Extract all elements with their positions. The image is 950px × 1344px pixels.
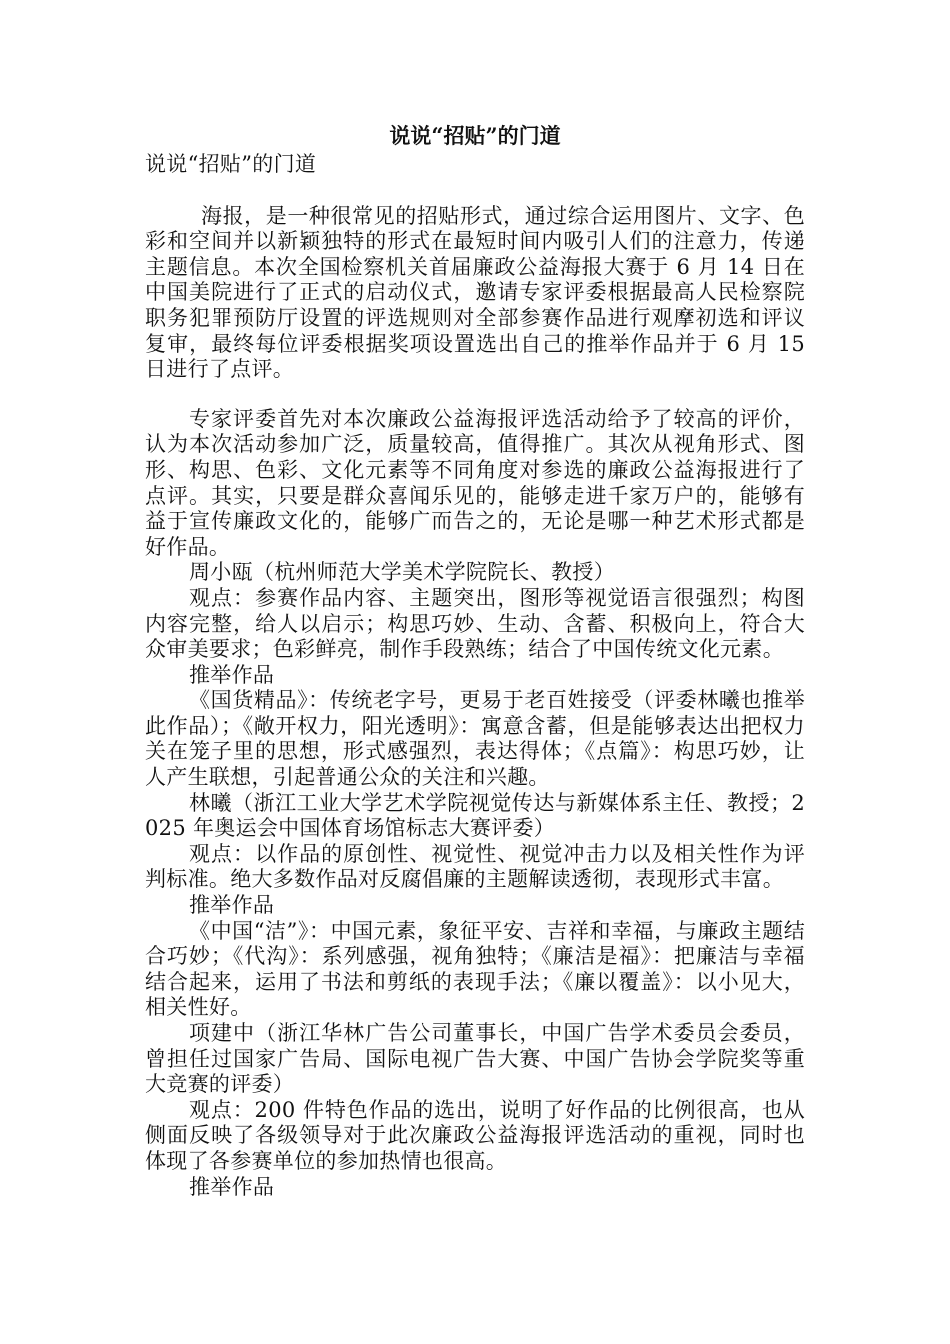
recommended-works-heading: 推举作品 xyxy=(189,662,275,687)
spacer xyxy=(145,178,805,204)
document-subtitle: 说说“招贴”的门道 xyxy=(145,152,317,176)
judge-viewpoint: 观点：200 件特色作品的选出，说明了好作品的比例很高，也从侧面反映了各级领导对于此次廉政公益海报评选活动的重视，同时也体现了各参赛单位的参加热情也很高。 xyxy=(145,1097,805,1173)
judge-viewpoint: 观点：以作品的原创性、视觉性、视觉冲击力以及相关性作为评判标准。绝大多数作品对反腐倡廉的主题解读透彻，表现形式丰富。 xyxy=(145,841,805,892)
judge-viewpoint: 观点：参赛作品内容、主题突出，图形等视觉语言很强烈；构图内容完整，给人以启示；构思巧妙、生动、含蓄、积极向上，符合大众审美要求；色彩鲜亮，制作手段熟练；结合了中国传统文化元素。 xyxy=(145,585,805,662)
recommended-works: 《国货精品》：传统老字号，更易于老百姓接受（评委林曦也推举此作品）；《敞开权力，阳光透明》：寓意含蓄，但是能够表达出把权力关在笼子里的思想，形式感强烈，表达得体；《点篇》：构思巧妙，让人产生联想，引起普通公众的关注和兴趣。 xyxy=(145,688,805,790)
recommended-works-heading: 推举作品 xyxy=(189,893,275,918)
paragraph-overview: 专家评委首先对本次廉政公益海报评选活动给予了较高的评价，认为本次活动参加广泛，质量较高，值得推广。其次从视角形式、图形、构思、色彩、文化元素等不同角度对参选的廉政公益海报进行了点评。其实，只要是群众喜闻乐见的，能够走进千家万户的，能够有益于宣传廉政文化的，能够广而告之的，无论是哪一种艺术形式都是好作品。 xyxy=(145,406,805,559)
recommended-works-heading: 推举作品 xyxy=(189,1174,275,1199)
judge-heading: 周小瓯（杭州师范大学美术学院院长、教授） xyxy=(189,560,615,585)
document-page xyxy=(145,120,805,1200)
judge-heading: 项建中（浙江华林广告公司董事长，中国广告学术委员会委员，曾担任过国家广告局、国际电视广告大赛、中国广告协会学院奖等重大竞赛的评委） xyxy=(145,1021,805,1097)
document-title: 说说“招贴”的门道 xyxy=(389,123,561,148)
recommended-works: 《中国“洁”》：中国元素，象征平安、吉祥和幸福，与廉政主题结合巧妙；《代沟》：系列感强，视角独特；《廉洁是福》：把廉洁与幸福结合起来，运用了书法和剪纸的表现手法；《廉以覆盖》：以小见大，相关性好。 xyxy=(145,918,805,1020)
spacer xyxy=(145,383,805,407)
paragraph-intro: 海报，是一种很常见的招贴形式，通过综合运用图片、文字、色彩和空间并以新颖独特的形式在最短时间内吸引人们的注意力，传递主题信息。本次全国检察机关首届廉政公益海报大赛于 6 月 14 日在中国美院进行了正式的启动仪式，邀请专家评委根据最高人民检察院职务犯罪预防厅设置的评选规则对全部参赛作品进行观摩初选和评议复审，最终每位评委根据奖项设置选出自己的推举作品并于 6 月 15 日进行了点评。 xyxy=(145,203,805,382)
judge-heading: 林曦（浙江工业大学艺术学院视觉传达与新媒体系主任、教授；2025 年奥运会中国体育场馆标志大赛评委） xyxy=(145,790,805,841)
